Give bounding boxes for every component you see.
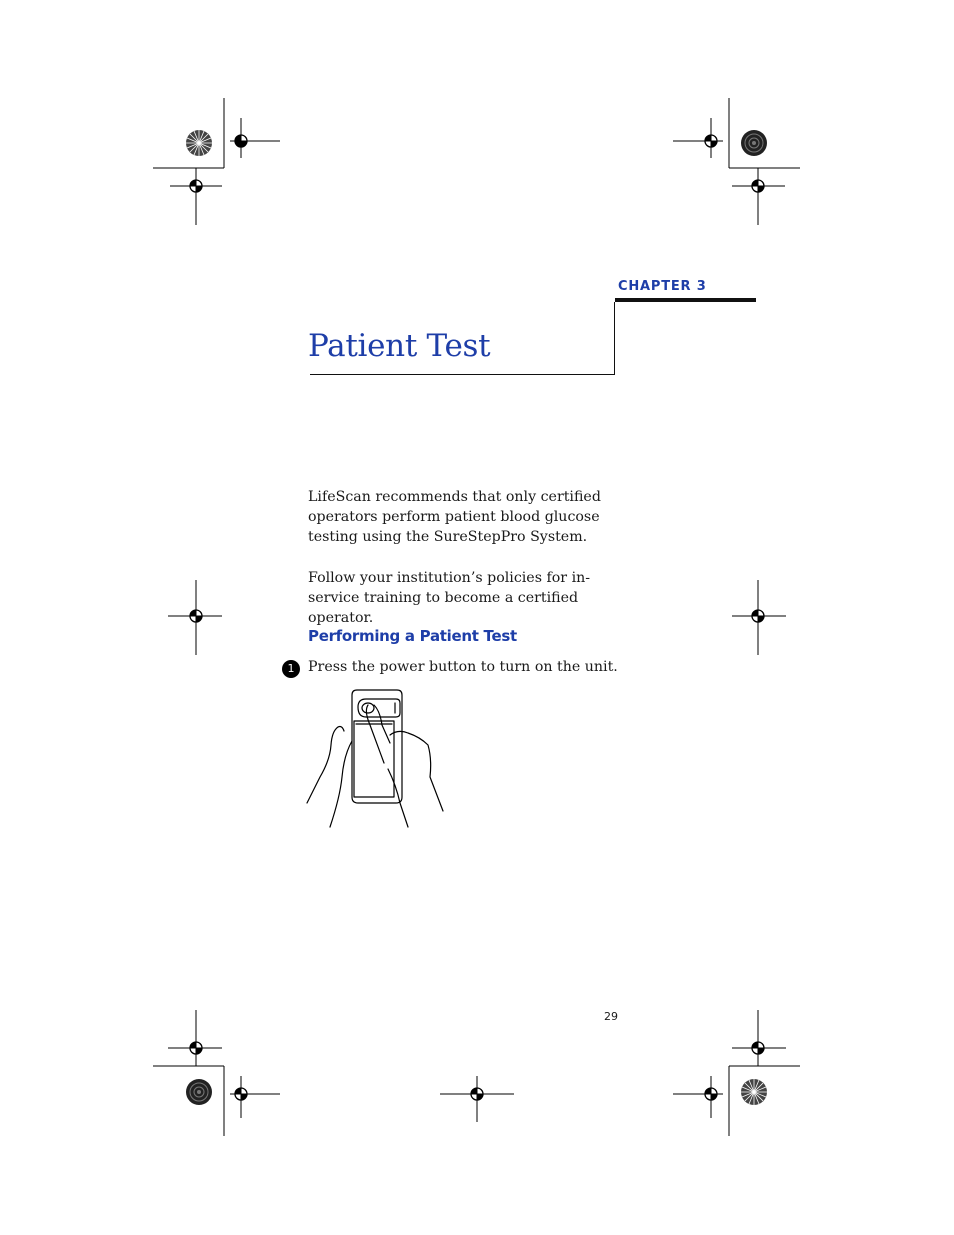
training-paragraph: Follow your institution’s policies for in-service training to become a certified operator. <box>308 570 591 626</box>
title-underline <box>310 374 615 375</box>
section-heading: Performing a Patient Test <box>308 627 517 645</box>
intro-paragraph: LifeScan recommends that only certified operators perform patient blood glucose testing using the SureStepPro System. <box>308 489 601 545</box>
chapter-label: CHAPTER 3 <box>618 279 707 294</box>
page-title: Patient Test <box>308 328 491 364</box>
chapter-vertical-rule <box>614 302 615 375</box>
hands-holding-meter-pressing-power-button-icon <box>300 685 450 830</box>
step-number-badge: 1 <box>282 660 300 678</box>
step-text: Press the power button to turn on the unit. <box>308 659 618 675</box>
chapter-rule <box>615 298 756 302</box>
page-number: 29 <box>604 1010 618 1023</box>
